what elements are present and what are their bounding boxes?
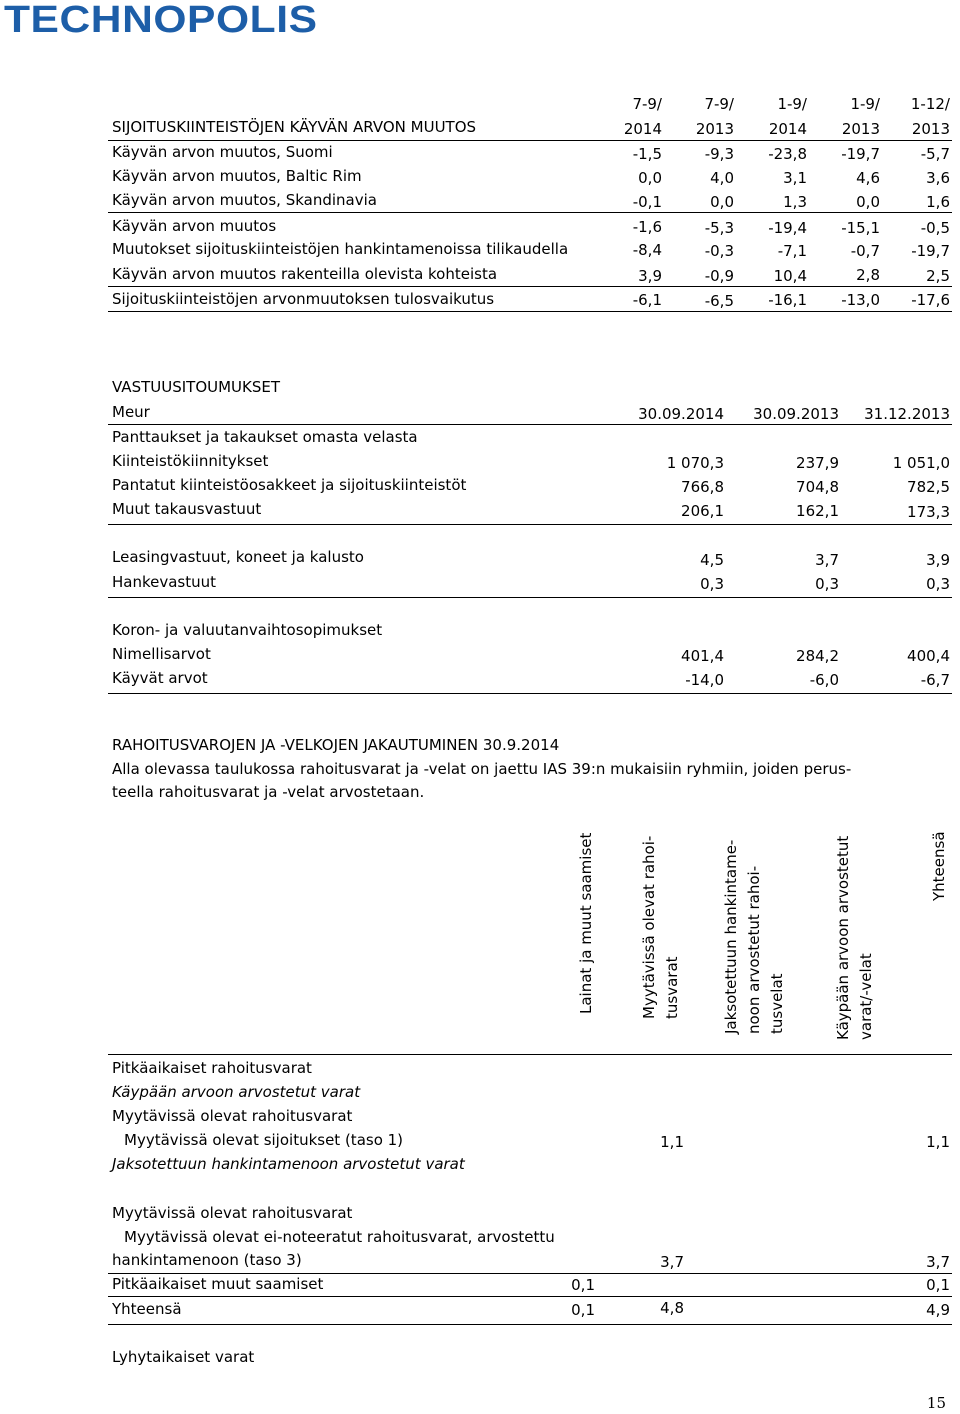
cell: 3,9 [926,551,950,569]
col-header-loans [575,833,598,1014]
rule [108,1273,952,1274]
page-number: 15 [926,1394,946,1412]
cell: -0,9 [704,267,734,285]
row-label: Myytävissä olevat rahoitusvarat [112,1204,353,1222]
col-header-afs [638,836,684,1019]
row-label: Koron- ja valuutanvaihtosopimukset [112,621,383,639]
col-header-fair-value [832,836,878,1040]
cell: -6,7 [920,671,950,689]
col-header-year: 2013 [695,120,734,138]
cell: 782,5 [907,478,950,496]
cell: 162,1 [796,502,839,520]
cell: 1,1 [660,1133,684,1151]
cell: -6,0 [809,671,839,689]
cell: 3,7 [815,551,839,569]
cell: -9,3 [704,145,734,163]
col-header-year: 2014 [768,120,807,138]
col-header-year: 2013 [841,120,880,138]
row-label: Leasingvastuut, koneet ja kalusto [112,548,364,566]
subtotal-rule [108,212,952,213]
row-label: Käyvän arvon muutos rakenteilla olevista kohteista [112,265,498,283]
cell: 4,5 [700,551,724,569]
paragraph-line: Alla olevassa taulukossa rahoitusvarat ja -velat on jaettu IAS 39:n mukaisiin ryhmiin, joiden perus- [112,760,852,778]
col-header-line: Jaksotettuun hankintame- [722,839,740,1034]
cell: 4,8 [660,1299,684,1317]
cell: -6,1 [632,291,662,309]
table-title: VASTUUSITOUMUKSET [112,378,281,396]
cell: 4,9 [926,1301,950,1319]
row-label: Panttaukset ja takaukset omasta velasta [112,428,418,446]
row-label: Kiinteistökiinnitykset [112,452,269,470]
row-label: Yhteensä [112,1300,182,1318]
cell: -5,3 [704,219,734,237]
header-rule [108,424,952,425]
cell: 0,0 [856,193,880,211]
cell: -19,7 [841,145,880,163]
bottom-rule [108,311,952,312]
row-label: Hankevastuut [112,573,217,591]
col-header-line: tusvarat [663,956,681,1019]
cell: 0,0 [710,193,734,211]
cell: 1,3 [783,193,807,211]
cell: -14,0 [685,671,724,689]
col-header-top: 7-9/ [632,95,662,113]
row-label: Käyvän arvon muutos, Suomi [112,143,333,161]
col-header-line: Lainat ja muut saamiset [577,832,595,1014]
row-label: Nimellisarvot [112,645,211,663]
col-header-top: 1-9/ [850,95,880,113]
col-header-line: tusvelat [768,973,786,1034]
cell: -15,1 [841,219,880,237]
header-rule [108,1054,952,1055]
paragraph-line: teella rahoitusvarat ja -velat arvostetaan. [112,783,425,801]
rule [108,1296,952,1297]
row-label: Myytävissä olevat rahoitusvarat [112,1107,353,1125]
col-header-line: Käypään arvoon arvostetut [834,835,852,1040]
cell: 1 070,3 [666,454,724,472]
bottom-rule [108,1324,952,1325]
row-label: Käyvän arvon muutos, Skandinavia [112,191,377,209]
cell: 401,4 [681,647,724,665]
row-label: Käyvät arvot [112,669,208,687]
col-header-line: Myytävissä olevat rahoi- [640,835,658,1019]
cell: 0,1 [926,1276,950,1294]
row-label: hankintamenoon (taso 3) [112,1251,302,1269]
cell: 1 051,0 [892,454,950,472]
row-label: Myytävissä olevat ei-noteeratut rahoitusvarat, arvostettu [124,1228,555,1246]
cell: -0,5 [920,219,950,237]
cell: 173,3 [907,503,950,521]
cell: -13,0 [841,291,880,309]
cell: 2,5 [926,267,950,285]
row-label: Käypään arvoon arvostetut varat [112,1083,361,1101]
cell: -5,7 [920,145,950,163]
cell: 1,6 [926,193,950,211]
cell: 206,1 [681,502,724,520]
cell: 4,6 [856,169,880,187]
col-header-top: 7-9/ [704,95,734,113]
row-label: Myytävissä olevat sijoitukset (taso 1) [124,1131,404,1149]
cell: 284,2 [796,647,839,665]
cell: 0,3 [926,575,950,593]
cell: 237,9 [796,454,839,472]
row-label: Käyvän arvon muutos, Baltic Rim [112,167,362,185]
table-title: SIJOITUSKIINTEISTÖJEN KÄYVÄN ARVON MUUTOS [112,118,477,136]
row-label: Pitkäaikaiset rahoitusvarat [112,1059,312,1077]
col-header-date: 30.09.2014 [638,405,724,423]
cell: 766,8 [681,478,724,496]
cell: 704,8 [796,478,839,496]
cell: -8,4 [632,241,662,259]
cell: -1,6 [632,218,662,236]
col-header-year: 2013 [911,120,950,138]
cell: 400,4 [907,647,950,665]
cell: 3,7 [660,1253,684,1271]
cell: 3,9 [638,267,662,285]
unit-label: Meur [112,403,150,421]
cell: 10,4 [773,267,807,285]
col-header-line: noon arvostetut rahoi- [745,865,763,1034]
technopolis-logo: TECHNOPOLIS [4,0,318,41]
cell: 0,3 [815,575,839,593]
row-label: Sijoituskiinteistöjen arvonmuutoksen tulosvaikutus [112,290,495,308]
header-rule [108,140,952,141]
cell: 3,7 [926,1253,950,1271]
section-title: RAHOITUSVAROJEN JA -VELKOJEN JAKAUTUMINEN 30.9.2014 [112,736,560,754]
cell: 0,1 [571,1276,595,1294]
cell: -1,5 [632,145,662,163]
rule [108,524,952,525]
cell: -23,8 [768,145,807,163]
cell: 0,1 [571,1301,595,1319]
row-label: Pitkäaikaiset muut saamiset [112,1275,324,1293]
row-label: Jaksotettuun hankintamenoon arvostetut varat [112,1155,465,1173]
col-header-line: Yhteensä [930,831,948,901]
cell: -0,3 [704,242,734,260]
cell: -17,6 [911,291,950,309]
col-header-line: varat/-velat [857,953,875,1040]
col-header-date: 31.12.2013 [864,405,950,423]
row-label: Lyhytaikaiset varat [112,1348,255,1366]
row-label: Pantatut kiinteistöosakkeet ja sijoituskiinteistöt [112,476,467,494]
col-header-top: 1-9/ [777,95,807,113]
col-header-top: 1-12/ [910,95,950,113]
cell: -16,1 [768,291,807,309]
col-header-total [928,831,951,901]
col-header-date: 30.09.2013 [753,405,839,423]
row-label: Muutokset sijoituskiinteistöjen hankintamenoissa tilikaudella [112,240,569,258]
cell: 2,8 [856,266,880,284]
cell: 0,3 [700,575,724,593]
cell: 4,0 [710,169,734,187]
cell: -19,4 [768,219,807,237]
col-header-amortised [720,840,789,1034]
cell: -7,1 [777,242,807,260]
cell: -0,1 [632,193,662,211]
cell: 3,1 [783,169,807,187]
cell: 0,0 [638,169,662,187]
row-label: Muut takausvastuut [112,500,262,518]
cell: 1,1 [926,1133,950,1151]
col-header-year: 2014 [623,120,662,138]
row-label: Käyvän arvon muutos [112,217,277,235]
cell: 3,6 [926,169,950,187]
rule [108,597,952,598]
cell: -0,7 [850,242,880,260]
cell: -6,5 [704,292,734,310]
total-rule [108,286,952,287]
cell: -19,7 [911,242,950,260]
bottom-rule [108,693,952,694]
